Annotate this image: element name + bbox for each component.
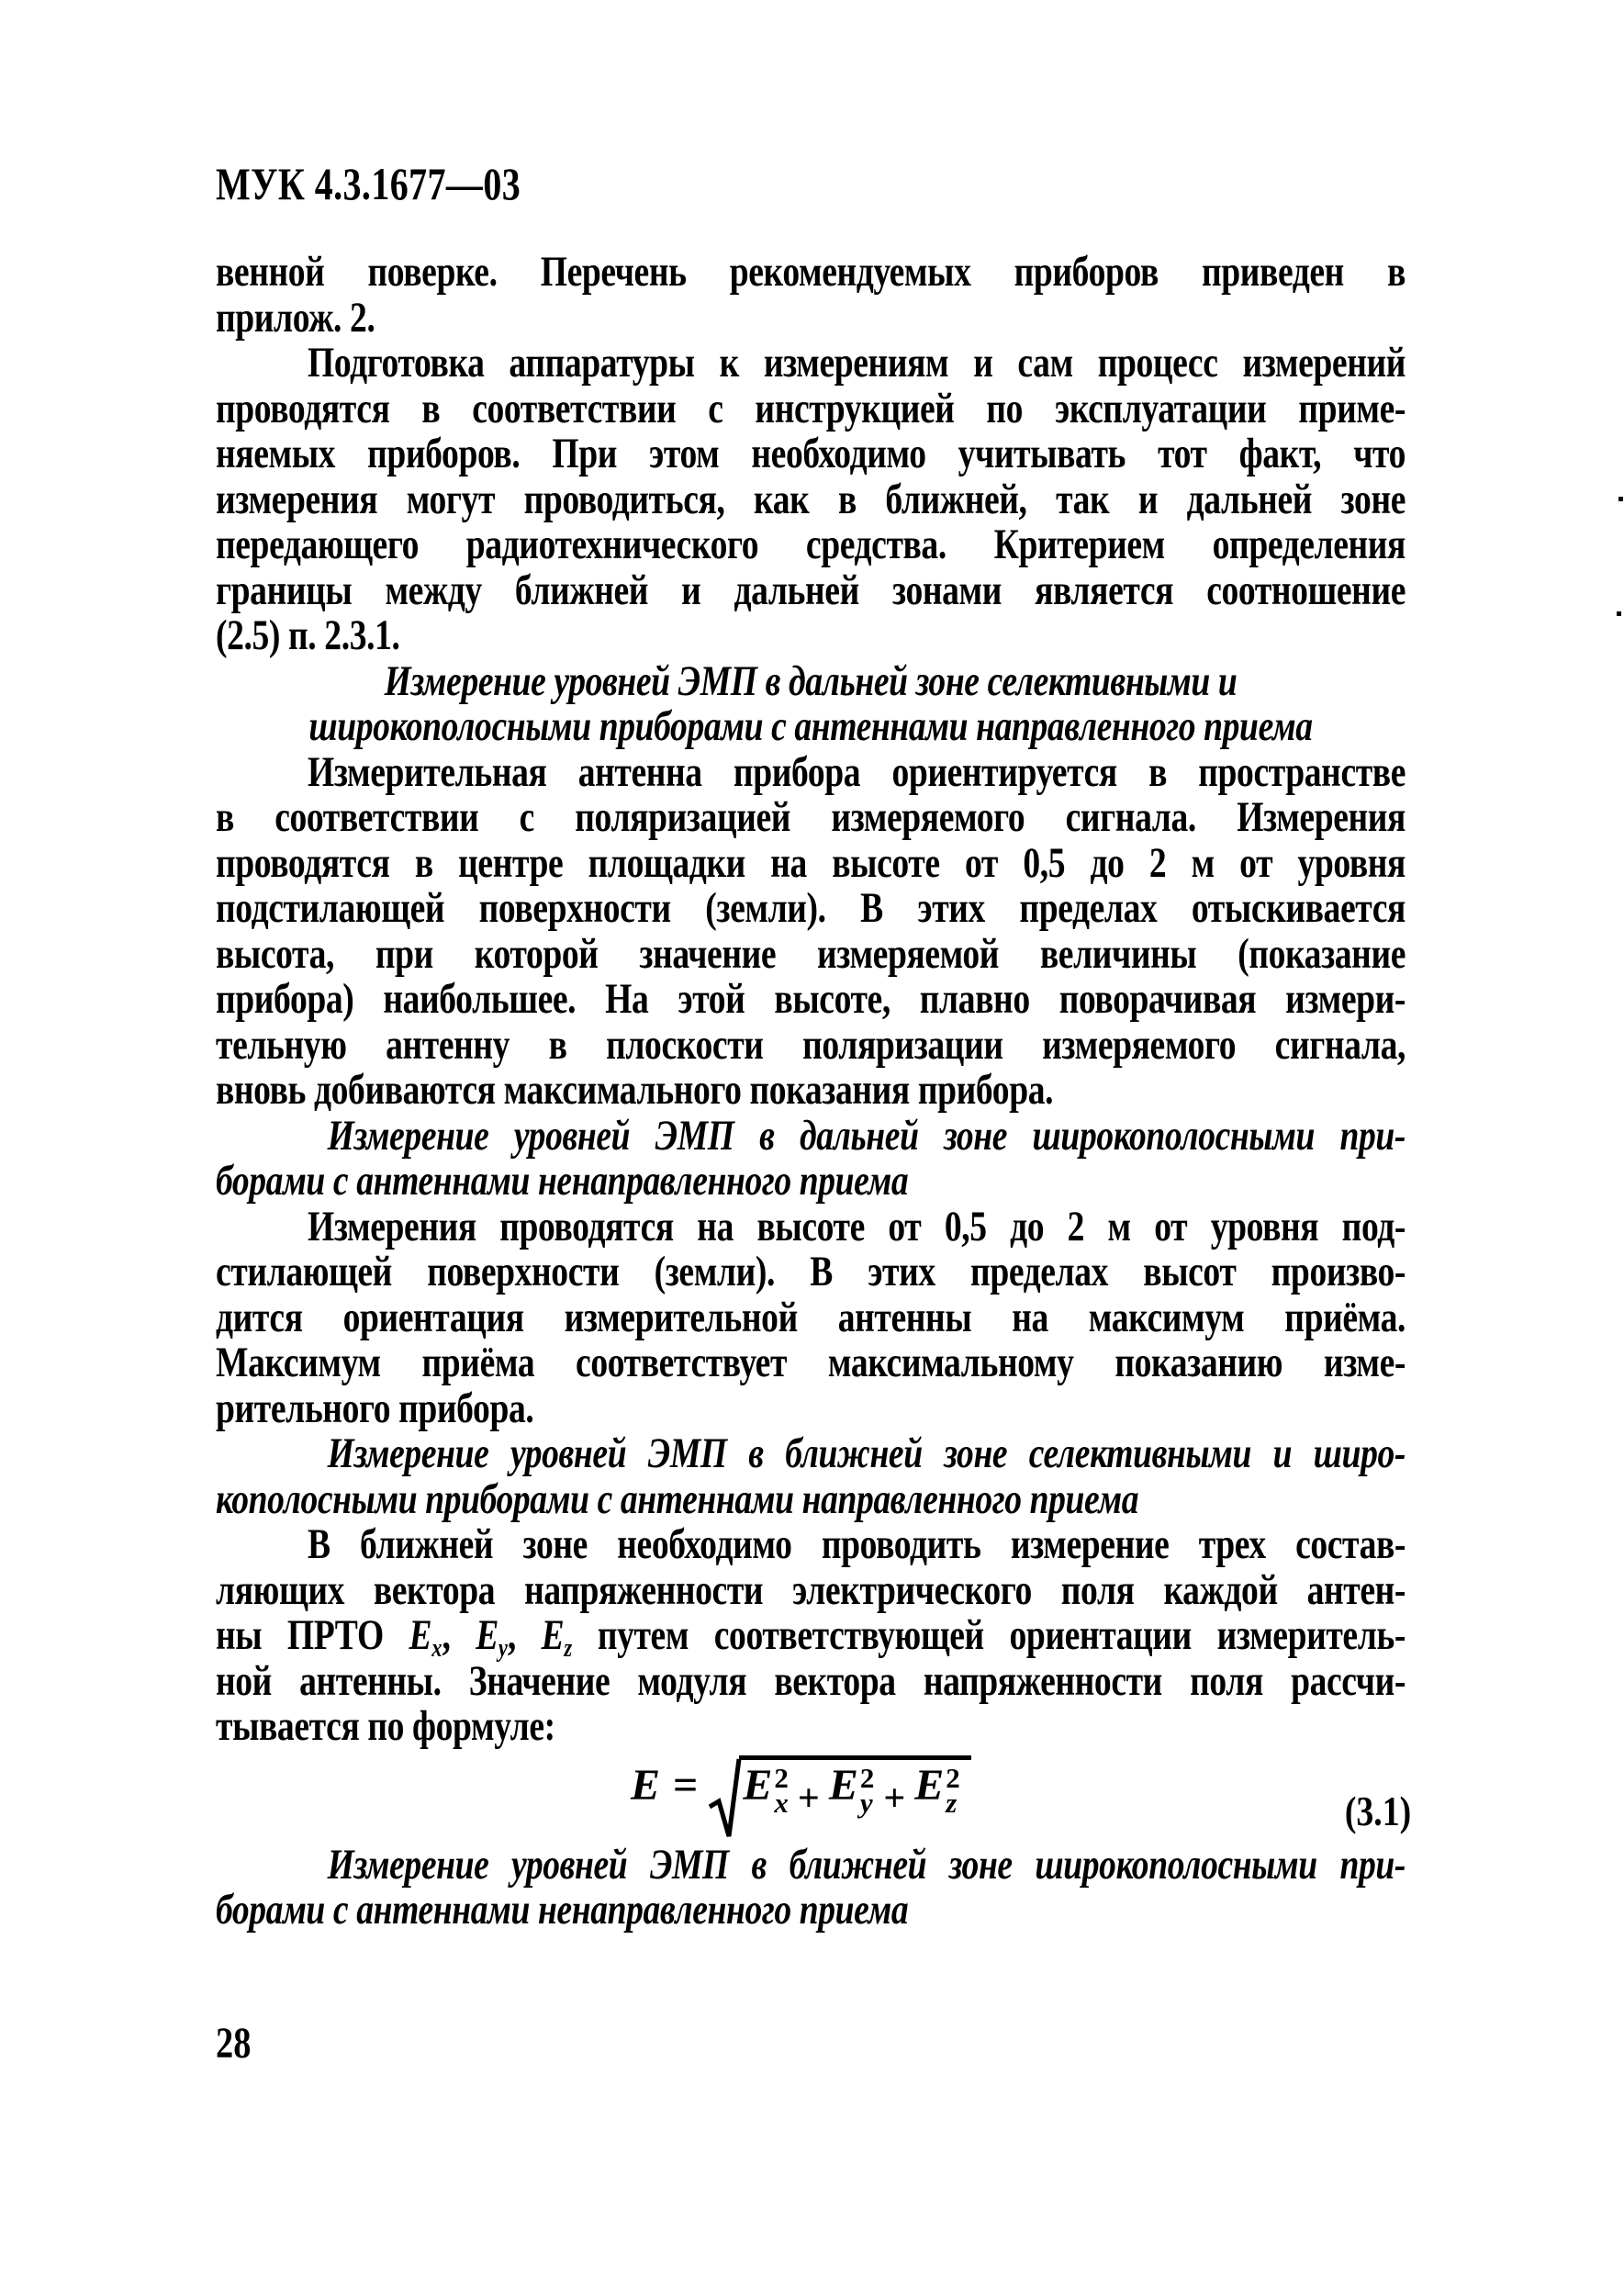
- text-line: ляющих вектора напряженности электрического поля каждой антен-: [216, 1565, 1406, 1614]
- scan-artifact-dot: [1618, 497, 1623, 501]
- formula-row: [216, 1750, 1411, 1843]
- text-line: в соответствии с поляризацией измеряемого сигнала. Измерения: [216, 793, 1406, 841]
- heading-line: Измерение уровней ЭМП в ближней зоне селективными и широ-: [327, 1429, 1406, 1477]
- text-line: прилож. 2.: [216, 293, 375, 342]
- text-line: измерения могут проводиться, как в ближней, так и дальней зоне: [216, 475, 1406, 523]
- term-superscript: 2: [946, 1761, 960, 1794]
- formula-3-1: [631, 1755, 971, 1845]
- formula-term-x: [743, 1760, 789, 1819]
- term-base: E: [743, 1760, 773, 1810]
- text-line: Измерения проводятся на высоте от 0,5 до 2 м от уровня под-: [308, 1202, 1406, 1250]
- text-line: высота, при которой значение измеряемой величины (показание: [216, 929, 1406, 978]
- text-line: тывается по формуле:: [216, 1702, 555, 1750]
- term-scripts: [946, 1761, 960, 1819]
- text-line: проводятся в соответствии с инструкцией по эксплуатации приме-: [216, 384, 1406, 432]
- heading-line: кополосными приборами с антеннами направленного приема: [216, 1474, 1139, 1523]
- document-code-header: МУК 4.3.1677—03: [216, 158, 521, 209]
- formula-lhs: [631, 1760, 709, 1810]
- sqrt-radical-icon: [709, 1757, 742, 1845]
- text-line: Максимум приёма соответствует максимальному показанию изме-: [216, 1339, 1406, 1386]
- text-line: границы между ближней и дальней зонами является соотношение: [216, 566, 1406, 614]
- heading-line: Измерение уровней ЭМП в ближней зоне широкополосными при-: [327, 1840, 1406, 1889]
- plus-operator: +: [797, 1777, 820, 1820]
- text-line: проводятся в центре площадки на высоте от 0,5 до 2 м от уровня: [216, 838, 1406, 887]
- text-line: вновь добиваются максимального показания прибора.: [216, 1066, 1054, 1114]
- formula-term-y: [828, 1760, 875, 1819]
- scan-artifact-dot: [1617, 611, 1621, 616]
- equals-sign: =: [673, 1760, 699, 1810]
- text-line: стилающей поверхности (земли). В этих пределах высот произво-: [216, 1248, 1406, 1295]
- heading-line: Измерение уровней ЭМП в дальней зоне селективными и: [384, 656, 1238, 705]
- heading-line: широкополосными приборами с антеннами направленного приема: [308, 702, 1313, 750]
- term-subscript: z: [946, 1786, 958, 1819]
- equation-number: (3.1): [1344, 1787, 1411, 1834]
- term-superscript: 2: [774, 1761, 789, 1794]
- term-superscript: 2: [859, 1761, 875, 1794]
- text-block-top: [216, 250, 1406, 1750]
- text-line: В ближней зоне необходимо проводить измерение трех состав-: [308, 1520, 1406, 1568]
- square-root: [709, 1755, 970, 1845]
- text-block-bottom: [216, 1840, 1406, 1934]
- heading-line: борами с антеннами ненаправленного приема: [216, 1157, 909, 1205]
- text-line: ны ПРТО $E_x$, $E_y$, $E_z$ путем соответствующей ориентации измеритель-: [216, 1611, 1406, 1663]
- formula-lhs-symbol: E: [631, 1760, 661, 1810]
- term-subscript: x: [774, 1786, 789, 1819]
- page-number: 28: [216, 2019, 252, 2068]
- formula-term-z: [914, 1760, 960, 1819]
- text-line: рительного прибора.: [216, 1384, 534, 1432]
- term-scripts: [774, 1761, 789, 1819]
- text-line: няемых приборов. При этом необходимо учитывать тот факт, что: [216, 430, 1406, 477]
- text-column: [216, 248, 1411, 1934]
- formula-radicand: [739, 1755, 970, 1821]
- text-line: тельную антенну в плоскости поляризации измеряемого сигнала,: [216, 1020, 1406, 1069]
- text-line: (2.5) п. 2.3.1.: [216, 611, 400, 659]
- text-line: Подготовка аппаратуры к измерениям и сам процесс измерений: [308, 339, 1406, 387]
- term-base: E: [914, 1760, 945, 1810]
- text-line: подстилающей поверхности (земли). В этих пределах отыскивается: [216, 884, 1406, 932]
- text-line: ной антенны. Значение модуля вектора напряженности поля рассчи-: [216, 1656, 1406, 1705]
- heading-line: Измерение уровней ЭМП в дальней зоне широкополосными при-: [327, 1111, 1406, 1160]
- text-line: передающего радиотехнического средства. Критерием определения: [216, 521, 1406, 568]
- text-line: Измерительная антенна прибора ориентируется в пространстве: [308, 747, 1406, 796]
- term-base: E: [828, 1760, 858, 1810]
- heading-line: борами с антеннами ненаправленного приема: [216, 1886, 909, 1934]
- text-line: венной поверке. Перечень рекомендуемых приборов приведен в: [216, 248, 1406, 296]
- plus-operator: +: [883, 1777, 906, 1820]
- text-line: дится ориентация измерительной антенны на максимум приёма.: [216, 1293, 1406, 1341]
- term-scripts: [859, 1761, 875, 1819]
- text-line: прибора) наибольшее. На этой высоте, плавно поворачивая измери-: [216, 975, 1406, 1023]
- term-subscript: y: [859, 1786, 873, 1819]
